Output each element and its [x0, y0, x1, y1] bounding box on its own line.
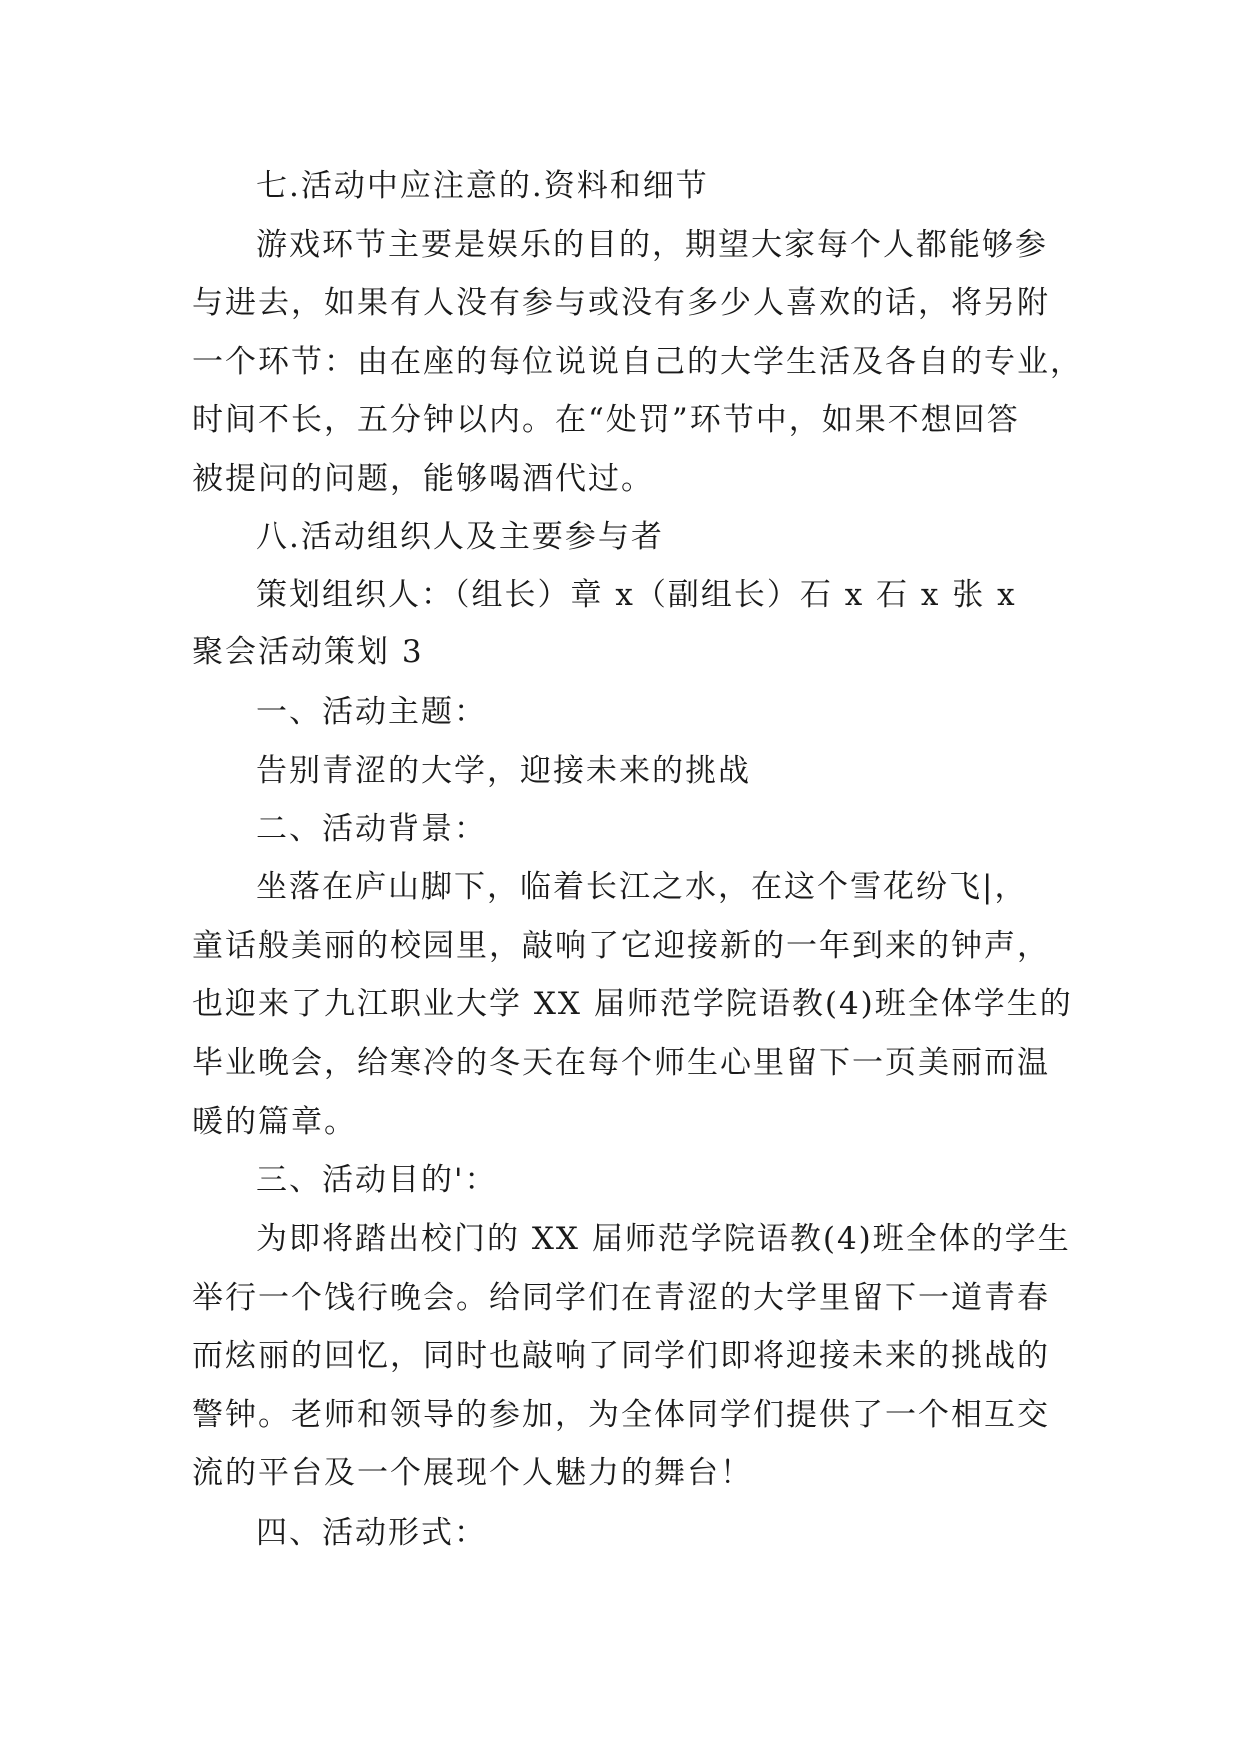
paragraph-line: 流的平台及一个展现个人魅力的舞台！ — [192, 1455, 753, 1491]
theme-text: 告别青涩的大学，迎接未来的挑战 — [256, 753, 751, 789]
paragraph-line: 为即将踏出校门的 XX 届师范学院语教(4)班全体的学生 — [256, 1221, 1071, 1257]
paragraph-line: 而炫丽的回忆，同时也敲响了同学们即将迎接未来的挑战的 — [192, 1338, 1050, 1374]
document-title: 聚会活动策划 3 — [192, 634, 424, 670]
paragraph-line: 警钟。老师和领导的参加，为全体同学们提供了一个相互交 — [192, 1397, 1050, 1433]
paragraph-line: 游戏环节主要是娱乐的目的，期望大家每个人都能够参 — [256, 227, 1048, 263]
paragraph-line: 也迎来了九江职业大学 XX 届师范学院语教(4)班全体学生的 — [192, 986, 1073, 1022]
section-heading-seven: 七.活动中应注意的.资料和细节 — [256, 168, 709, 204]
paragraph-line: 举行一个饯行晚会。给同学们在青涩的大学里留下一道青春 — [192, 1280, 1050, 1316]
paragraph-line: 童话般美丽的校园里，敲响了它迎接新的一年到来的钟声， — [192, 928, 1050, 964]
section-heading-format: 四、活动形式： — [256, 1515, 487, 1551]
paragraph-line: 坐落在庐山脚下，临着长江之水，在这个雪花纷飞|， — [256, 869, 1028, 905]
organizer-line: 策划组织人：（组长）章 x（副组长）石 x 石 x 张 x — [256, 577, 1017, 613]
paragraph-line: 毕业晚会，给寒冷的冬天在每个师生心里留下一页美丽而温 — [192, 1045, 1050, 1081]
paragraph-line: 被提问的问题，能够喝酒代过。 — [192, 461, 654, 497]
section-heading-background: 二、活动背景： — [256, 811, 487, 847]
paragraph-line: 与进去，如果有人没有参与或没有多少人喜欢的话，将另附 — [192, 285, 1050, 321]
paragraph-line: 时间不长，五分钟以内。在“处罚”环节中，如果不想回答 — [192, 402, 1020, 438]
paragraph-line: 暖的篇章。 — [192, 1104, 357, 1140]
section-heading-eight: 八.活动组织人及主要参与者 — [256, 519, 664, 555]
section-heading-purpose: 三、活动目的'： — [256, 1162, 498, 1198]
section-heading-theme: 一、活动主题： — [256, 694, 487, 730]
paragraph-line: 一个环节：由在座的每位说说自己的大学生活及各自的专业， — [192, 344, 1083, 380]
